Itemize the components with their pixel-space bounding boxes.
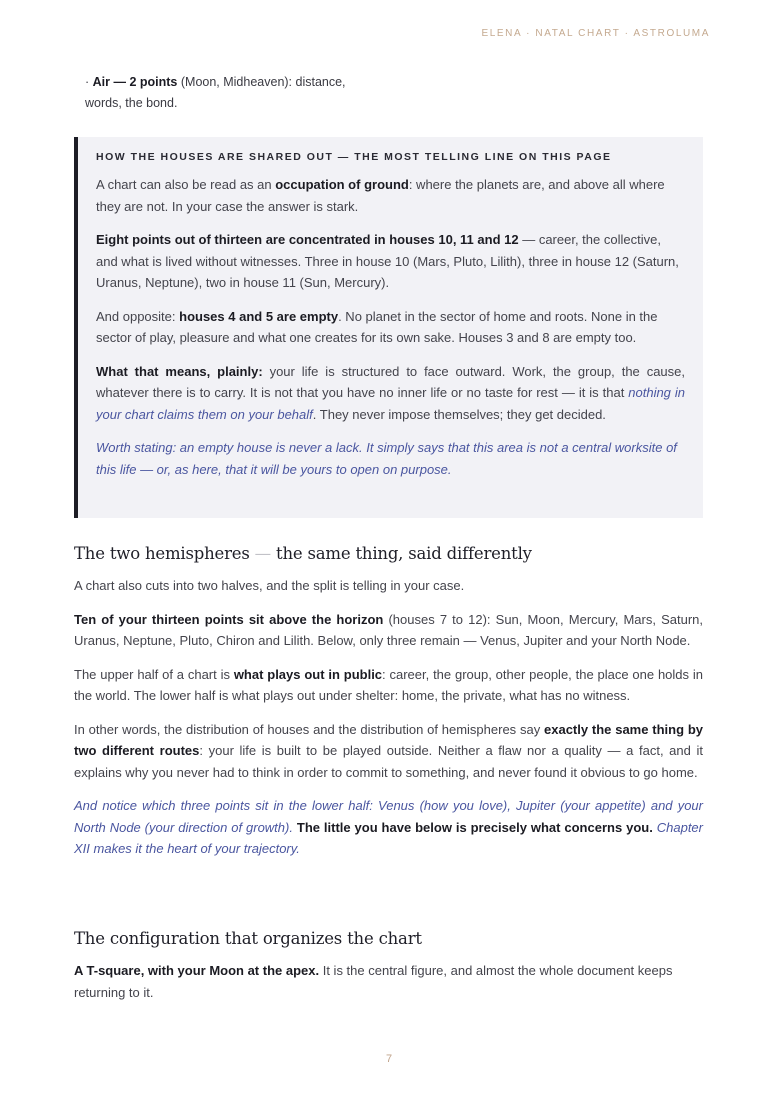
hemispheres-paragraph-5 (74, 795, 703, 860)
bullet: · (85, 75, 90, 89)
emphasis: A T-square, with your Moon at the apex. (74, 963, 320, 978)
hemispheres-paragraph-2 (74, 609, 703, 652)
text: In other words, the distribution of houses and the distribution of hemispheres say (74, 721, 545, 737)
italic-emphasis: nothing in your chart claims them on your behalf (96, 385, 685, 422)
text: : where the planets are, and above all where they are not. In your case the answer is stark. (96, 177, 665, 214)
emphasis: Eight points out of thirteen are concentrated in houses 10, 11 and 12 (96, 232, 519, 247)
italic-text: And notice which three points sit in the lower half: Venus (how you love), Jupiter (your appetite) and your North Node (your direction of growth). (74, 798, 703, 835)
callout-paragraph-4 (96, 361, 685, 426)
text: (houses 7 to 12): Sun, Moon, Mercury, Mars, Saturn, Uranus, Neptune, Pluto, Chiron and Lilith. Below, only three remain — Venus, Jupiter and your North Node. (74, 611, 704, 648)
hemispheres-paragraph-1: A chart also cuts into two halves, and the split is telling in your case. (74, 578, 465, 593)
hemispheres-section (74, 544, 703, 872)
hemispheres-paragraph-3 (74, 664, 703, 707)
emphasis: houses 4 and 5 are empty (179, 308, 339, 324)
callout-paragraph-2 (96, 229, 685, 294)
emphasis: exactly the same thing by two different routes (74, 721, 703, 758)
hemispheres-title (74, 544, 703, 563)
text: — career, the collective, and what is lived without witnesses. Three in house 10 (Mars, Pluto, Lilith), three in house 12 (Saturn, Uranus, Neptune), two in house 11 (Sun, Mercury). (96, 232, 679, 290)
text: . They never impose themselves; they get decided. (312, 406, 606, 422)
callout-heading: HOW THE HOUSES ARE SHARED OUT — THE MOST TELLING LINE ON THIS PAGE (96, 151, 612, 163)
text: A chart can also be read as an (96, 177, 276, 192)
text: The upper half of a chart is (74, 666, 234, 682)
configuration-section (74, 929, 703, 1015)
text: : career, the group, other people, the place one holds in the world. The lower half is what plays out under shelter: home, the private, what has no witness. (74, 666, 703, 703)
title-part: The two hemispheres (74, 544, 250, 563)
callout-note: Worth stating: an empty house is never a lack. It simply says that this area is not a central worksite of this life — or, as here, that it will be yours to open on purpose. (96, 440, 677, 477)
page-number: 7 (385, 1053, 393, 1065)
air-element-label: Air — 2 points (92, 75, 178, 89)
text: your life is structured to face outward. Work, the group, the cause, whatever there is to carry. It is not that you have no inner life or no taste for rest — it is that (96, 363, 685, 400)
title-part: the same thing, said differently (276, 544, 532, 563)
houses-callout (74, 137, 703, 518)
italic-text: Chapter XII makes it the heart of your trajectory. (74, 819, 703, 856)
text: And opposite: (96, 308, 180, 324)
air-element-item (85, 72, 355, 114)
callout-paragraph-1 (96, 174, 685, 217)
emphasis: what plays out in public (233, 666, 383, 682)
running-head: ELENA · NATAL CHART · ASTROLUMA (481, 28, 710, 39)
emphasis: Ten of your thirteen points sit above the horizon (74, 611, 384, 627)
configuration-title: The configuration that organizes the chart (74, 929, 422, 948)
callout-paragraph-3 (96, 306, 685, 349)
text: . No planet in the sector of home and roots. None in the sector of play, pleasure and what one creates for its own sake. Houses 3 and 8 are empty too. (96, 308, 658, 345)
hemispheres-paragraph-4 (74, 719, 703, 784)
emphasis: occupation of ground (275, 177, 409, 192)
text: It is the central figure, and almost the whole document keeps returning to it. (74, 963, 673, 1000)
title-dash: — (249, 544, 277, 563)
configuration-paragraph-1 (74, 960, 703, 1003)
emphasis: What that means, plainly: (96, 363, 263, 379)
air-element-text: (Moon, Midheaven): distance, words, the bond. (85, 75, 346, 110)
text: : your life is built to be played outside. Neither a flaw nor a quality — a fact, and it explains why you never had to think in order to commit to something, and never found it obvious to go home. (74, 743, 704, 780)
emphasis: The little you have below is precisely what concerns you. (292, 819, 653, 835)
